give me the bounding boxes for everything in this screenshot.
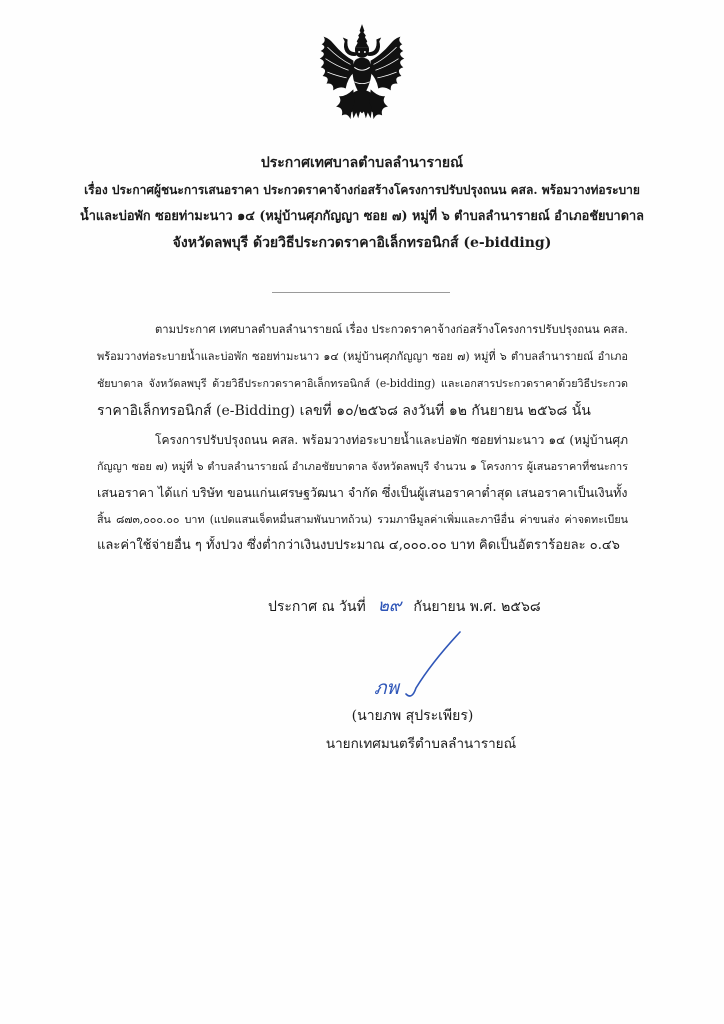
- handwritten-signature: [362, 628, 470, 706]
- handwritten-day: ๒๙: [377, 596, 402, 616]
- paragraph-2-line-5: และค่าใช้จ่ายอื่น ๆ ทั้งปวง ซึ่งต่ำกว่าเงินงบประมาณ ๔,๐๐๐.๐๐ บาท คิดเป็นอัตราร้อยละ ๐.๔๖: [97, 538, 620, 553]
- signatory-name: (นายภพ สุประเพียร): [351, 708, 474, 724]
- paragraph-1-line-4: ราคาอิเล็กทรอนิกส์ (e-Bidding) เลขที่ ๑๐/๒๕๖๘ ลงวันที่ ๑๒ กันยายน ๒๕๖๘ นั้น: [97, 403, 591, 419]
- header-divider: [272, 292, 450, 293]
- subject-line-2: น้ำและบ่อพัก ซอยท่ามะนาว ๑๔ (หมู่บ้านศุภกัญญา ซอย ๗) หมู่ที่ ๖ ตำบลลำนารายณ์ อำเภอชัยบาดาล: [80, 209, 644, 224]
- date-line: [268, 594, 568, 618]
- paragraph-2-line-2: กัญญา ซอย ๗) หมู่ที่ ๖ ตำบลลำนารายณ์ อำเภอชัยบาดาล จังหวัดลพบุรี จำนวน ๑ โครงการ ผู้เสนอราคาที่ชนะการ: [97, 460, 628, 473]
- signature-stroke: [406, 632, 460, 696]
- garuda-emblem-icon: [314, 24, 410, 126]
- paragraph-2-line-1: โครงการปรับปรุงถนน คสล. พร้อมวางท่อระบายน้ำและบ่อพัก ซอยท่ามะนาว ๑๔ (หมู่บ้านศุภ: [155, 433, 628, 447]
- paragraph-1-line-2: พร้อมวางท่อระบายน้ำและบ่อพัก ซอยท่ามะนาว ๑๔ (หมู่บ้านศุภกัญญา ซอย ๗) หมู่ที่ ๖ ตำบลลำนารายณ์ อำเภอ: [97, 350, 628, 363]
- signature-initials: ภพ: [374, 677, 400, 699]
- paragraph-1-line-1: ตามประกาศ เทศบาลตำบลลำนารายณ์ เรื่อง ประกวดราคาจ้างก่อสร้างโครงการปรับปรุงถนน คสล.: [155, 323, 628, 336]
- paragraph-2-line-4: สิ้น ๘๗๓,๐๐๐.๐๐ บาท (แปดแสนเจ็ดหมื่นสามพันบาทถ้วน) รวมภาษีมูลค่าเพิ่มและภาษีอื่น ค่าขนส่ง ค่าจดทะเบียน: [97, 513, 628, 526]
- paragraph-2-line-3: เสนอราคา ได้แก่ บริษัท ขอนแก่นเศรษฐวัฒนา จำกัด ซึ่งเป็นผู้เสนอราคาต่ำสุด เสนอราคาเป็นเงินทั้ง: [97, 485, 628, 500]
- announcement-title: ประกาศเทศบาลตำบลลำนารายณ์: [260, 155, 464, 171]
- date-prefix: ประกาศ ณ วันที่: [268, 599, 366, 615]
- paragraph-1-line-3: ชัยบาดาล จังหวัดลพบุรี ด้วยวิธีประกวดราคาอิเล็กทรอนิกส์ (e-bidding) และเอกสารประกวดราคาด้วยวิธีประกวด: [97, 377, 628, 390]
- subject-line-3: จังหวัดลพบุรี ด้วยวิธีประกวดราคาอิเล็กทรอนิกส์ (e-bidding): [172, 235, 552, 251]
- signatory-position: นายกเทศมนตรีตำบลลำนารายณ์: [325, 736, 517, 752]
- date-suffix: กันยายน พ.ศ. ๒๕๖๘: [413, 599, 541, 615]
- subject-line-1: เรื่อง ประกาศผู้ชนะการเสนอราคา ประกวดราคาจ้างก่อสร้างโครงการปรับปรุงถนน คสล. พร้อมวางท่อระบาย: [84, 183, 640, 197]
